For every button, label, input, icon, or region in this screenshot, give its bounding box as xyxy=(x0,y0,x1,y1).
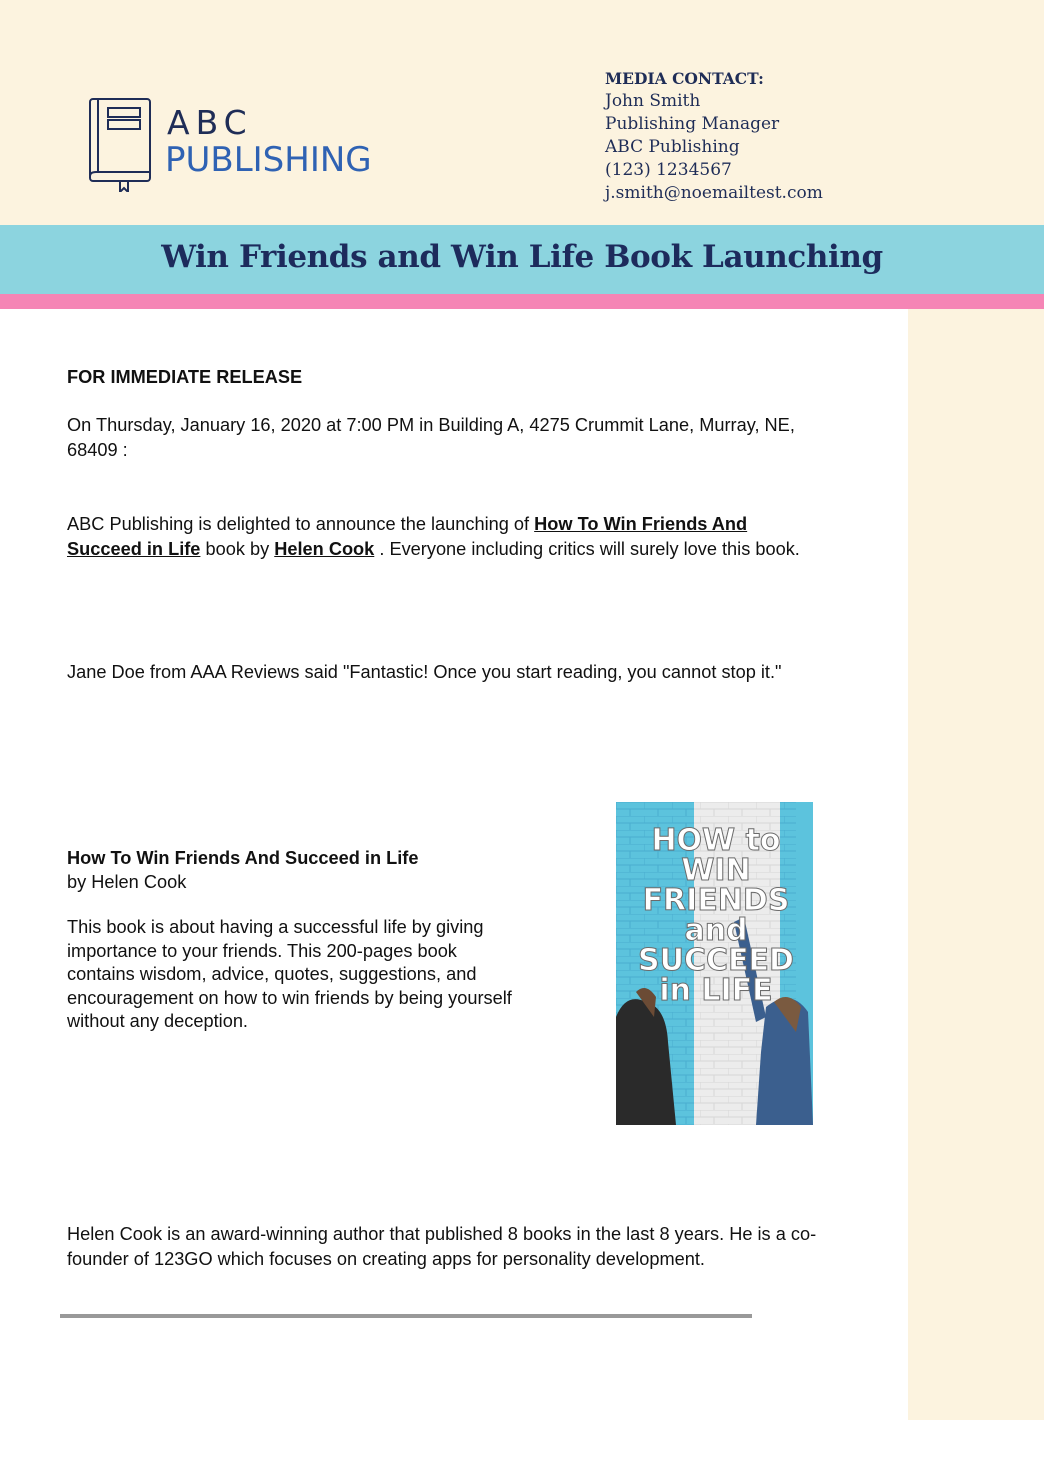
cover-line: WIN xyxy=(681,853,751,888)
cover-line: in LIFE xyxy=(659,973,773,1008)
page-title: Win Friends and Win Life Book Launching xyxy=(161,239,883,275)
contact-title: Publishing Manager xyxy=(605,114,780,134)
side-strip xyxy=(908,309,1044,1420)
contact-email[interactable]: j.smith@noemailtest.com xyxy=(605,183,823,203)
title-banner xyxy=(0,225,1044,294)
contact-phone: (123) 1234567 xyxy=(605,160,732,180)
event-date-line: On Thursday, January 16, 2020 at 7:00 PM in Building A, 4275 Crummit Lane, Murray, NE, 68409 : xyxy=(67,415,795,460)
cover-line: HOW to xyxy=(651,823,781,858)
cover-line: and xyxy=(684,913,748,948)
cover-line: FRIENDS xyxy=(642,883,790,918)
book-title: How To Win Friends And Succeed in Life xyxy=(67,848,419,868)
author-bio: Helen Cook is an award-winning author that published 8 books in the last 8 years. He is a co-founder of 123GO which focuses on creating apps for personality development. xyxy=(67,1224,817,1269)
book-author: by Helen Cook xyxy=(67,872,187,892)
divider xyxy=(60,1314,752,1318)
author-link[interactable]: Helen Cook xyxy=(274,539,375,559)
media-contact-label: MEDIA CONTACT: xyxy=(605,69,764,88)
cover-title xyxy=(638,823,794,1008)
header xyxy=(0,0,1044,225)
book-logo-icon xyxy=(86,96,156,192)
media-contact xyxy=(605,67,823,205)
announce-text-pre: ABC Publishing is delighted to announce the launching of xyxy=(67,514,535,534)
review-quote: Jane Doe from AAA Reviews said "Fantastic! Once you start reading, you cannot stop it." xyxy=(67,662,782,682)
book-title-link[interactable]: How To Win Friends And Succeed in Life xyxy=(67,514,748,559)
book-cover-image xyxy=(616,802,813,1125)
announce-text-mid: book by xyxy=(200,539,275,559)
brand-name-line1: ABC xyxy=(167,103,253,142)
announce-text-post: . Everyone including critics will surely love this book. xyxy=(374,539,800,559)
accent-bar xyxy=(0,294,1044,309)
contact-name: John Smith xyxy=(605,91,701,111)
book-description: This book is about having a successful life by giving importance to your friends. This 200-pages book contains wisdom, advice, quotes, suggestions, and encouragement on how to win friends by being yourself without any deception. xyxy=(67,917,512,1031)
contact-company: ABC Publishing xyxy=(605,137,740,157)
release-label: FOR IMMEDIATE RELEASE xyxy=(67,367,303,387)
cover-line: SUCCEED xyxy=(638,943,794,978)
announcement-paragraph xyxy=(67,512,812,562)
brand-name-line2: PUBLISHING xyxy=(165,140,372,180)
